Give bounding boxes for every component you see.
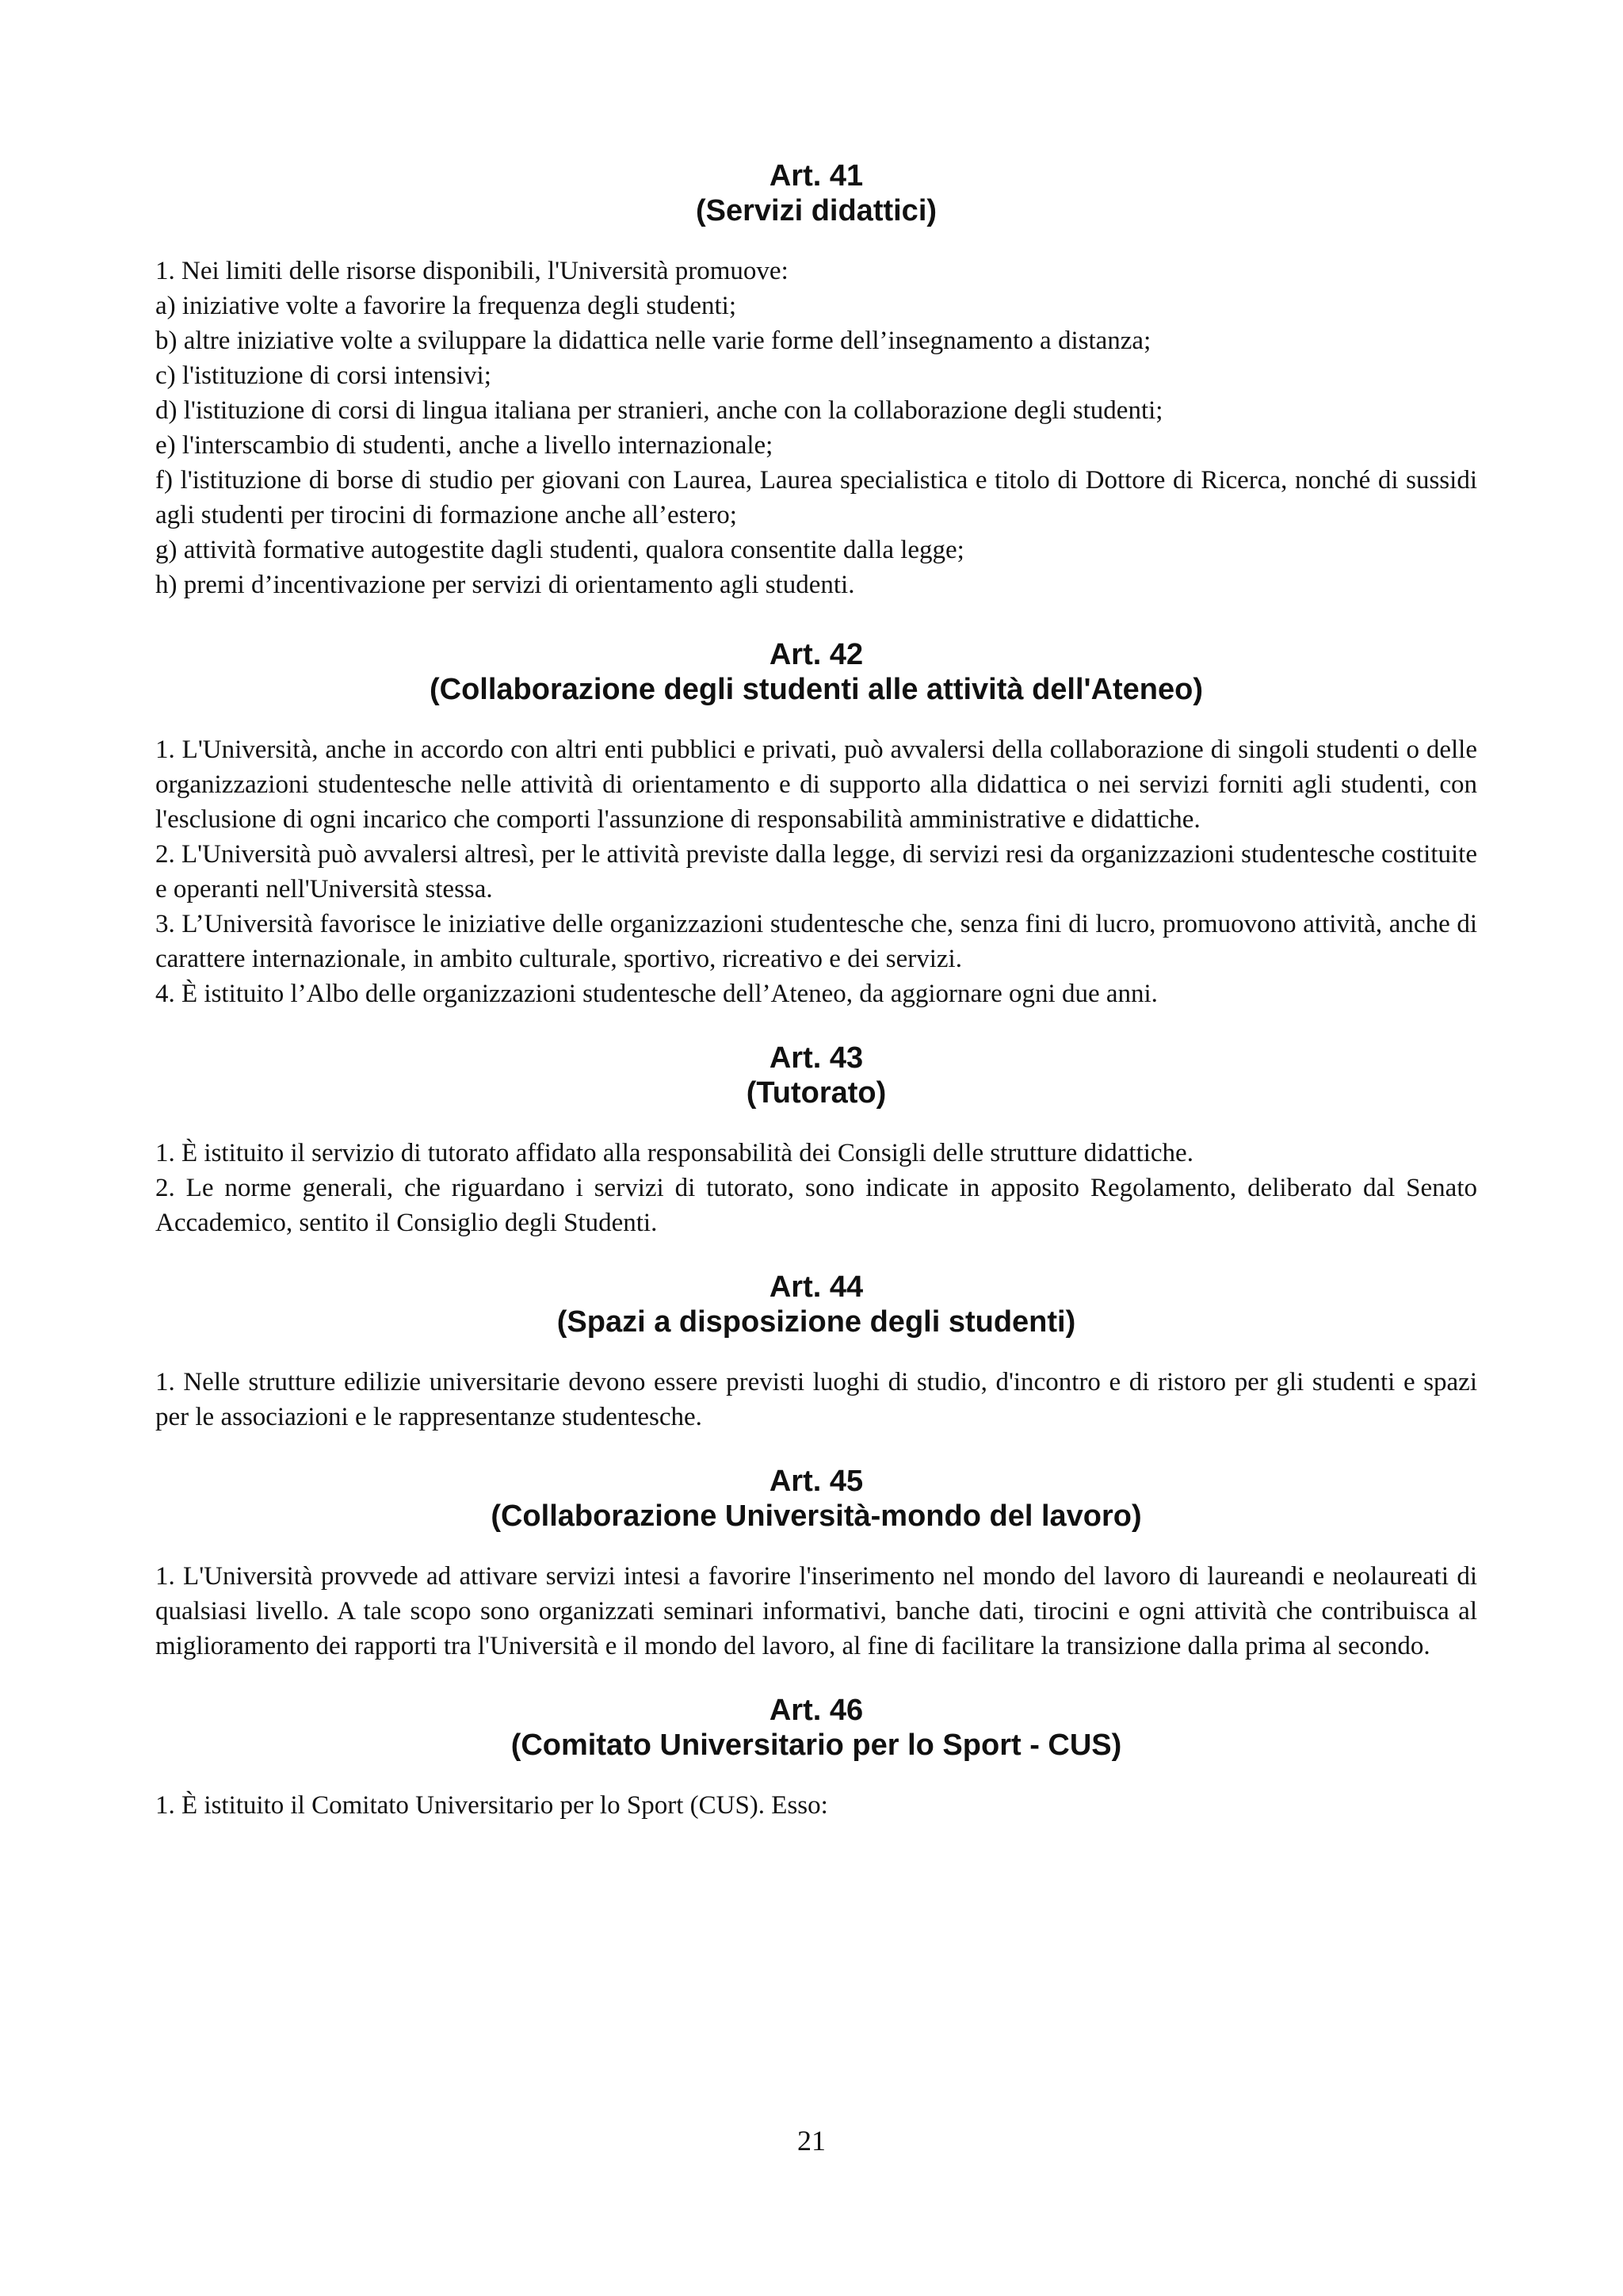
paragraph: 4. È istituito l’Albo delle organizzazioni studentesche dell’Ateneo, da aggiornare ogni due anni. (155, 980, 1158, 1008)
list-item: f) l'istituzione di borse di studio per giovani con Laurea, Laurea specialistica e titolo di Dottore di Ricerca, nonché di sussidi agli studenti per tirocini di formazione anche all’estero; (155, 466, 1477, 529)
list-item: d) l'istituzione di corsi di lingua italiana per stranieri, anche con la collaborazione degli studenti; (155, 396, 1163, 425)
article-title: (Collaborazione degli studenti alle attività dell'Ateneo) (429, 673, 1204, 706)
paragraph: 1. È istituito il servizio di tutorato affidato alla responsabilità dei Consigli delle strutture didattiche. (155, 1139, 1193, 1167)
document-page (155, 159, 1477, 1823)
article-41 (155, 159, 1477, 602)
list-item: e) l'interscambio di studenti, anche a livello internazionale; (155, 431, 773, 460)
list-item: g) attività formative autogestite dagli studenti, qualora consentite dalla legge; (155, 536, 964, 564)
article-42 (155, 637, 1477, 1011)
article-title: (Comitato Universitario per lo Sport - CUS) (510, 1729, 1122, 1762)
article-title: (Collaborazione Università-mondo del lavoro) (491, 1499, 1142, 1533)
article-number: Art. 42 (769, 638, 864, 671)
list-item: b) altre iniziative volte a sviluppare la didattica nelle varie forme dell’insegnamento a distanza; (155, 327, 1151, 355)
paragraph: 1. L'Università provvede ad attivare servizi intesi a favorire l'inserimento nel mondo del lavoro di laureandi e neolaureati di qualsiasi livello. A tale scopo sono organizzati seminari informativi, banche dati, tirocini e ogni attività che contribuisca al miglioramento dei rapporti tra l'Università e il mondo del lavoro, al fine di facilitare la transizione dalla prima al secondo. (155, 1562, 1477, 1660)
list-item: c) l'istituzione di corsi intensivi; (155, 361, 491, 390)
paragraph: 1. Nelle strutture edilizie universitarie devono essere previsti luoghi di studio, d'incontro e di ristoro per gli studenti e spazi per le associazioni e le rappresentanze studentesche. (155, 1368, 1477, 1431)
article-title: (Tutorato) (746, 1076, 887, 1110)
list-item: h) premi d’incentivazione per servizi di orientamento agli studenti. (155, 571, 855, 599)
article-title: (Servizi didattici) (695, 194, 938, 227)
article-number: Art. 46 (769, 1694, 864, 1727)
page-number: 21 (797, 2125, 826, 2157)
paragraph: 1. L'Università, anche in accordo con altri enti pubblici e privati, può avvalersi della collaborazione di singoli studenti o delle organizzazioni studentesche nelle attività di orientamento e di supporto alla didattica o nei servizi forniti agli studenti, con l'esclusione di ogni incarico che comporti l'assunzione di responsabilità amministrative e didattiche. (155, 735, 1477, 834)
list-item: a) iniziative volte a favorire la frequenza degli studenti; (155, 292, 737, 320)
paragraph-intro: 1. Nei limiti delle risorse disponibili, l'Università promuove: (155, 257, 789, 285)
article-number: Art. 45 (769, 1465, 864, 1498)
article-number: Art. 43 (769, 1041, 864, 1075)
article-46 (155, 1693, 1477, 1823)
paragraph: 2. L'Università può avvalersi altresì, per le attività previste dalla legge, di servizi resi da organizzazioni studentesche costituite e operanti nell'Università stessa. (155, 840, 1477, 904)
paragraph: 1. È istituito il Comitato Universitario per lo Sport (CUS). Esso: (155, 1791, 828, 1820)
article-title: (Spazi a disposizione degli studenti) (556, 1305, 1076, 1339)
article-43 (155, 1041, 1477, 1240)
article-44 (155, 1270, 1477, 1435)
article-45 (155, 1464, 1477, 1664)
article-number: Art. 41 (769, 159, 864, 193)
paragraph: 2. Le norme generali, che riguardano i servizi di tutorato, sono indicate in apposito Regolamento, deliberato dal Senato Accademico, sentito il Consiglio degli Studenti. (155, 1174, 1477, 1237)
paragraph: 3. L’Università favorisce le iniziative delle organizzazioni studentesche che, senza fini di lucro, promuovono attività, anche di carattere internazionale, in ambito culturale, sportivo, ricreativo e dei servizi. (155, 910, 1477, 973)
article-41-list (155, 254, 1477, 602)
article-number: Art. 44 (769, 1270, 864, 1304)
